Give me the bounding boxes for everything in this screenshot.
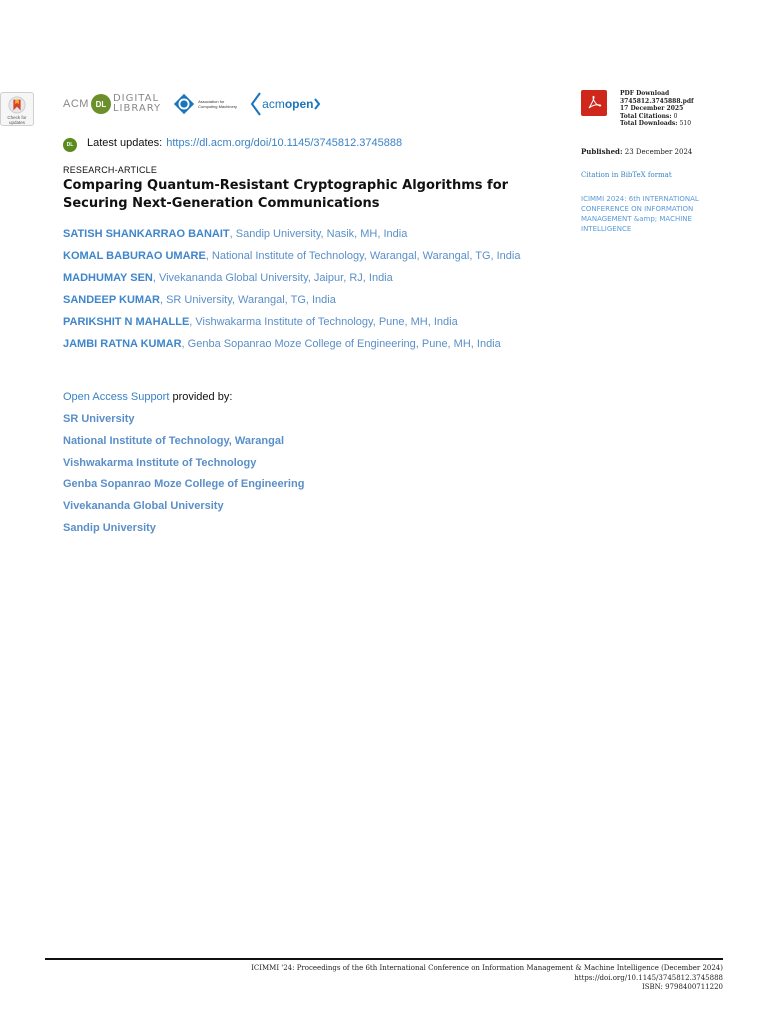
author-item xyxy=(63,338,543,351)
acm-dl-library-text: DIGITAL LIBRARY xyxy=(112,93,162,114)
open-access-support-link[interactable]: Open Access Support xyxy=(63,391,170,403)
footer-proceedings: ICIMMI '24: Proceedings of the 6th International Conference on Information Management & Machine Intelligence (December 2024) xyxy=(251,964,723,972)
footer xyxy=(251,964,723,993)
acm-open-text xyxy=(262,97,313,111)
pdf-download-box xyxy=(581,90,694,128)
author-item xyxy=(63,228,543,241)
pdf-date: 17 December 2025 xyxy=(620,105,684,112)
total-downloads xyxy=(620,120,694,128)
pdf-filename: 3745812.3745888.pdf xyxy=(620,97,694,105)
published-value: 23 December 2024 xyxy=(624,148,693,156)
chevron-left-icon xyxy=(250,91,262,117)
author-name[interactable]: KOMAL BABURAO UMARE xyxy=(63,250,206,262)
latest-updates-link[interactable]: https://dl.acm.org/doi/10.1145/3745812.3745888 xyxy=(166,137,403,149)
open-access-provided-by: provided by: xyxy=(169,391,233,403)
acm-digital-library-logo[interactable] xyxy=(63,94,161,114)
author-item xyxy=(63,294,543,307)
acm-open-acm: acm xyxy=(262,97,285,111)
author-name[interactable]: SANDEEP KUMAR xyxy=(63,294,160,306)
publisher-logos xyxy=(63,90,321,118)
author-name[interactable]: JAMBI RATNA KUMAR xyxy=(63,338,182,350)
acrobat-icon xyxy=(586,95,602,111)
check-for-updates-label: Check for updates xyxy=(7,115,27,125)
pdf-download-label[interactable]: PDF Download xyxy=(620,90,670,97)
chevron-right-icon xyxy=(313,97,321,111)
org-link[interactable]: Genba Sopanrao Moze College of Engineering xyxy=(63,478,305,491)
published-label: Published: xyxy=(581,147,623,156)
author-name[interactable]: MADHUMAY SEN xyxy=(63,272,153,284)
acm-association-logo[interactable] xyxy=(173,93,240,115)
pdf-info xyxy=(620,90,694,128)
latest-updates-label: Latest updates: xyxy=(87,137,163,149)
acm-dl-circle: DL xyxy=(91,94,111,114)
author-item xyxy=(63,272,543,285)
author-affiliation: , Vishwakarma Institute of Technology, Pune, MH, India xyxy=(189,316,458,328)
article-type: RESEARCH-ARTICLE xyxy=(63,165,158,175)
pdf-icon[interactable] xyxy=(581,90,607,116)
article-title: Comparing Quantum-Resistant Cryptographic Algorithms for Securing Next-Generation Communications xyxy=(63,178,509,211)
acm-diamond-icon xyxy=(173,93,195,115)
acm-open-logo[interactable] xyxy=(250,91,321,117)
dl-small-icon: DL xyxy=(63,138,77,152)
author-name[interactable]: SATISH SHANKARRAO BANAIT xyxy=(63,228,230,240)
check-for-updates-badge[interactable] xyxy=(0,92,34,126)
footer-doi[interactable]: https://doi.org/10.1145/3745812.3745888 xyxy=(574,973,723,982)
total-downloads-value: 510 xyxy=(679,120,692,127)
author-affiliation: , Sandip University, Nasik, MH, India xyxy=(229,228,408,240)
author-item xyxy=(63,316,543,329)
org-link[interactable]: SR University xyxy=(63,413,135,425)
author-affiliation: , Vivekananda Global University, Jaipur, RJ, India xyxy=(152,272,393,284)
total-citations-label: Total Citations: xyxy=(620,112,672,120)
footer-isbn: ISBN: 9798400711220 xyxy=(641,983,723,991)
open-access-org-list xyxy=(63,413,304,544)
total-citations-value: 0 xyxy=(673,112,678,120)
author-item xyxy=(63,250,543,263)
conference-link[interactable]: ICIMMI 2024: 6th INTERNATIONAL CONFERENCE ON INFORMATION MANAGEMENT &amp; MACHINE INTELLIGENCE xyxy=(581,195,699,233)
open-access-line xyxy=(63,391,232,403)
total-citations xyxy=(620,113,694,121)
acm-open-open: open xyxy=(284,97,314,111)
author-list xyxy=(63,228,543,360)
bibtex-citation-link[interactable]: Citation in BibTeX format xyxy=(581,171,672,179)
total-downloads-label: Total Downloads: xyxy=(620,120,678,127)
author-name[interactable]: PARIKSHIT N MAHALLE xyxy=(63,316,190,328)
latest-updates xyxy=(63,134,402,152)
author-affiliation: , National Institute of Technology, Warangal, Warangal, TG, India xyxy=(205,250,521,262)
author-affiliation: , SR University, Warangal, TG, India xyxy=(159,294,336,306)
author-affiliation: , Genba Sopanrao Moze College of Engineering, Pune, MH, India xyxy=(181,338,501,350)
acm-association-text: Association for Computing Machinery xyxy=(198,99,238,109)
org-link[interactable]: Vishwakarma Institute of Technology xyxy=(63,456,257,469)
org-link[interactable]: Vivekananda Global University xyxy=(63,500,224,513)
footer-divider xyxy=(45,958,723,960)
published-date xyxy=(581,147,692,156)
org-link[interactable]: Sandip University xyxy=(63,521,156,534)
acm-dl-acm-text: ACM xyxy=(63,98,89,110)
org-link[interactable]: National Institute of Technology, Warangal xyxy=(63,434,285,447)
bookmark-icon xyxy=(8,96,26,114)
